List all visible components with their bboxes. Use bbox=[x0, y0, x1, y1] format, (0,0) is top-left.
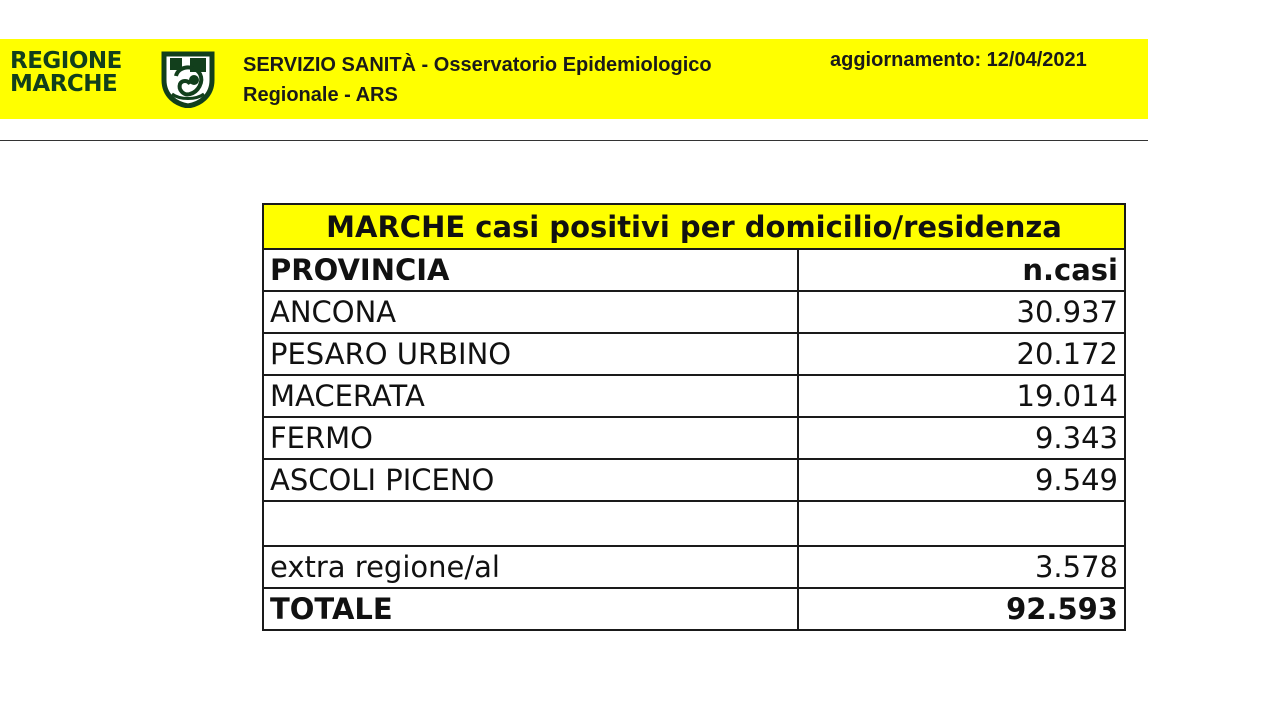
row-provincia: ANCONA bbox=[263, 291, 798, 333]
row-casi: 20.172 bbox=[798, 333, 1125, 375]
column-header-casi: n.casi bbox=[798, 249, 1125, 291]
row-provincia bbox=[263, 501, 798, 546]
row-provincia: FERMO bbox=[263, 417, 798, 459]
table-row bbox=[263, 459, 1125, 501]
table-row bbox=[263, 417, 1125, 459]
table-row bbox=[263, 291, 1125, 333]
row-provincia: MACERATA bbox=[263, 375, 798, 417]
row-provincia: ASCOLI PICENO bbox=[263, 459, 798, 501]
logo-line-1: REGIONE bbox=[10, 48, 122, 74]
table-row-empty bbox=[263, 501, 1125, 546]
table-row bbox=[263, 333, 1125, 375]
row-casi: 9.343 bbox=[798, 417, 1125, 459]
logo-line-2: MARCHE bbox=[10, 71, 118, 97]
regione-marche-logo bbox=[10, 50, 210, 110]
update-date: aggiornamento: 12/04/2021 bbox=[830, 49, 1087, 71]
row-casi: 19.014 bbox=[798, 375, 1125, 417]
table-title: MARCHE casi positivi per domicilio/residenza bbox=[263, 204, 1125, 249]
row-casi: 30.937 bbox=[798, 291, 1125, 333]
table-header-row bbox=[263, 249, 1125, 291]
row-casi: 3.578 bbox=[798, 546, 1125, 588]
table-title-row bbox=[263, 204, 1125, 249]
regione-marche-emblem-icon bbox=[160, 50, 216, 108]
column-header-provincia: PROVINCIA bbox=[263, 249, 798, 291]
row-casi: 9.549 bbox=[798, 459, 1125, 501]
table-total-row bbox=[263, 588, 1125, 630]
header-title-line-2: Regionale - ARS bbox=[243, 84, 398, 106]
header-title bbox=[243, 50, 803, 110]
row-provincia: PESARO URBINO bbox=[263, 333, 798, 375]
total-value: 92.593 bbox=[798, 588, 1125, 630]
table-row bbox=[263, 375, 1125, 417]
row-provincia: extra regione/al bbox=[263, 546, 798, 588]
cases-table bbox=[262, 203, 1126, 631]
logo-text bbox=[10, 50, 122, 96]
table-row bbox=[263, 546, 1125, 588]
header-divider bbox=[0, 140, 1148, 141]
total-label: TOTALE bbox=[263, 588, 798, 630]
row-casi bbox=[798, 501, 1125, 546]
header-title-line-1: SERVIZIO SANITÀ - Osservatorio Epidemiologico bbox=[243, 54, 712, 76]
